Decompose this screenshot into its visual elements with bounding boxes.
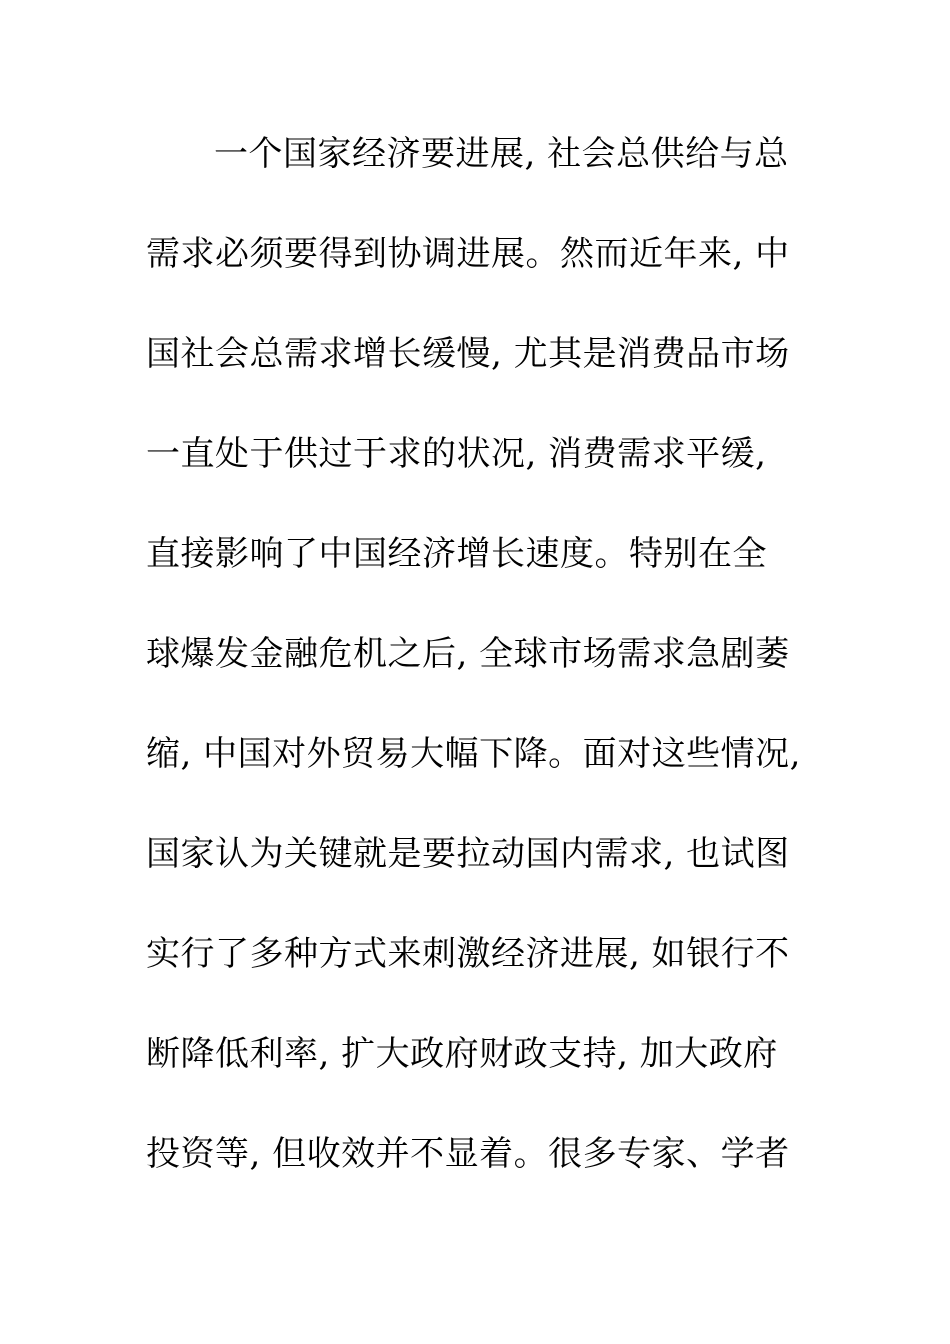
text-line-5: 直接影响了中国经济增长速度。特别在全 xyxy=(146,534,767,574)
text-line-3: 国社会总需求增长缓慢, 尤其是消费品市场 xyxy=(146,334,790,374)
body-paragraph xyxy=(146,122,826,1222)
text-line-4: 一直处于供过于求的状况, 消费需求平缓, xyxy=(146,434,767,474)
text-line-7: 缩, 中国对外贸易大幅下降。面对这些情况, xyxy=(146,734,801,774)
text-line-9: 实行了多种方式来刺激经济进展, 如银行不 xyxy=(146,934,790,974)
text-line-1: 一个国家经济要进展, 社会总供给与总 xyxy=(214,134,789,174)
text-line-10: 断降低利率, 扩大政府财政支持, 加大政府 xyxy=(146,1034,778,1074)
text-line-6: 球爆发金融危机之后, 全球市场需求急剧萎 xyxy=(146,634,790,674)
text-line-11: 投资等, 但收效并不显着。很多专家、学者 xyxy=(146,1134,790,1174)
text-line-8: 国家认为关键就是要拉动国内需求, 也试图 xyxy=(146,834,790,874)
text-line-2: 需求必须要得到协调进展。然而近年来, 中 xyxy=(146,234,790,274)
